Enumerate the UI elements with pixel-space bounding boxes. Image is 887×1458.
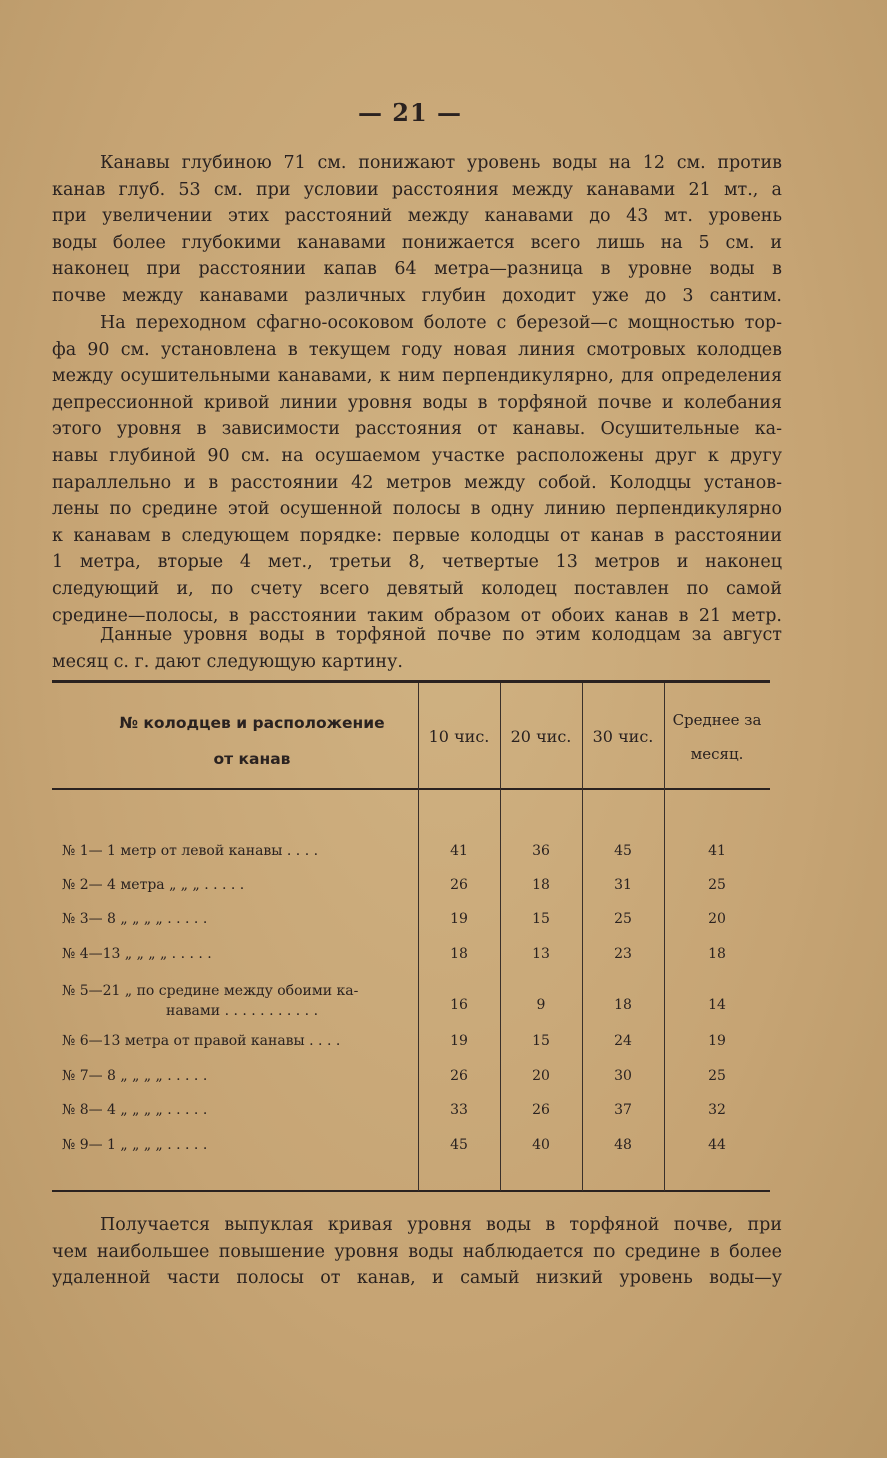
well-levels-table [52, 683, 770, 1191]
text-line: месяц с. г. дают следующую картину. [52, 651, 403, 672]
table-row-label: № 7— 8 „ „ „ „ . . . . . [62, 1068, 208, 1084]
table-cell: 40 [532, 1137, 550, 1153]
text-line: при увеличении этих расстояний между канавами до 43 мт. уровень [52, 206, 782, 227]
text-line: лены по средине этой осушенной полосы в одну линию перпендикулярно [52, 499, 782, 520]
header-line: месяц. [690, 745, 744, 763]
paragraph-2 [52, 310, 782, 629]
table-cell: 44 [708, 1137, 726, 1153]
table-row-label: № 3— 8 „ „ „ „ . . . . . [62, 911, 208, 927]
text-line: к канавам в следующем порядке: первые колодцы от канав в расстоянии [52, 525, 782, 546]
table-cell: 32 [708, 1102, 726, 1118]
table-cell: 45 [614, 843, 632, 859]
table-cell: 15 [532, 1033, 550, 1049]
paragraph-1 [52, 150, 782, 310]
table-cell: 30 [614, 1068, 632, 1084]
table-row-label: № 5—21 „ по средине между обоими ка- [62, 983, 359, 999]
text-line: навы глубиной 90 см. на осушаемом участке расположены друг к другу [52, 445, 782, 466]
table-cell: 37 [614, 1102, 632, 1118]
text-line: канав глуб. 53 см. при условии расстояния между канавами 21 мт., а [52, 179, 782, 200]
table-row-label: № 8— 4 „ „ „ „ . . . . . [62, 1102, 208, 1118]
table-cell: 18 [450, 946, 468, 962]
text-line: Данные уровня воды в торфяной почве по этим колодцам за август [100, 625, 782, 645]
text-line: этого уровня в зависимости расстояния от канавы. Осушительные ка- [52, 419, 782, 440]
table-cell: 36 [532, 843, 550, 859]
text-line: депрессионной кривой линии уровня воды в торфяной почве и колебания [52, 392, 782, 413]
text-line: фа 90 см. установлена в текущем году новая линия смотровых колодцев [52, 339, 782, 360]
table-cell: 18 [532, 877, 550, 893]
paragraph-4 [52, 1212, 782, 1292]
table-cell: 31 [614, 877, 632, 893]
text-line: Канавы глубиною 71 см. понижают уровень воды на 12 см. против [100, 153, 782, 173]
table-header-day20: 20 чис. [510, 727, 572, 746]
table-cell: 18 [614, 997, 632, 1013]
table-cell: 19 [450, 911, 468, 927]
text-line: почве между канавами различных глубин доходит уже до 3 сантим. [52, 285, 782, 306]
table-cell: 20 [708, 911, 726, 927]
table-header-day30: 30 чис. [592, 727, 654, 746]
table-cell: 45 [450, 1137, 468, 1153]
table-row-label: № 9— 1 „ „ „ „ . . . . . [62, 1137, 208, 1153]
table-cell: 25 [708, 1068, 726, 1084]
table-cell: 19 [708, 1033, 726, 1049]
table-row-label: № 6—13 метра от правой канавы . . . . [62, 1033, 341, 1049]
table-cell: 48 [614, 1137, 632, 1153]
table-cell: 14 [708, 997, 726, 1013]
text-line: На переходном сфагно-осоковом болоте с березой—с мощностью тор- [100, 313, 782, 333]
table-cell: 26 [532, 1102, 550, 1118]
table-cell: 25 [708, 877, 726, 893]
text-line: чем наибольшее повышение уровня воды наблюдается по средине в более [52, 1241, 782, 1262]
table-cell: 23 [614, 946, 632, 962]
text-line: 1 метра, вторые 4 мет., третьи 8, четвертые 13 метров и наконец [52, 552, 782, 573]
table-header-day10: 10 чис. [428, 727, 490, 746]
paragraph-3 [52, 622, 782, 675]
text-line: средине—полосы, в расстоянии таким образом от обоих канав в 21 метр. [52, 605, 782, 626]
table-row-label: № 1— 1 метр от левой канавы . . . . [62, 843, 319, 859]
table-cell: 41 [450, 843, 468, 859]
table-cell: 18 [708, 946, 726, 962]
header-line: № колодцев и расположение [119, 714, 385, 732]
table-cell: 41 [708, 843, 726, 859]
table-cell: 9 [536, 997, 546, 1013]
table-row-label: № 4—13 „ „ „ „ . . . . . [62, 946, 212, 962]
table-cell: 15 [532, 911, 550, 927]
table-cell: 16 [450, 997, 468, 1013]
table-cell: 20 [532, 1068, 550, 1084]
text-line: между осушительными канавами, к ним перпендикулярно, для определения [52, 366, 782, 387]
table-cell: 26 [450, 877, 468, 893]
table-cell: 33 [450, 1102, 468, 1118]
table-cell: 25 [614, 911, 632, 927]
table-cell: 24 [614, 1033, 632, 1049]
page-number: — 21 — [357, 98, 463, 127]
header-line: Среднее за [672, 711, 762, 729]
table-row-label: № 2— 4 метра „ „ „ . . . . . [62, 877, 245, 893]
table-cell: 13 [532, 946, 550, 962]
table-cell: 26 [450, 1068, 468, 1084]
table-header-wells [82, 705, 422, 777]
text-line: Получается выпуклая кривая уровня воды в торфяной почве, при [100, 1215, 782, 1235]
text-line: удаленной части полосы от канав, и самый низкий уровень воды—у [52, 1268, 782, 1289]
header-line: от канав [213, 750, 291, 768]
text-line: параллельно и в расстоянии 42 метров между собой. Колодцы установ- [52, 472, 782, 493]
text-line: наконец при расстоянии капав 64 метра—разница в уровне воды в [52, 259, 782, 280]
text-line: воды более глубокими канавами понижается всего лишь на 5 см. и [52, 232, 782, 253]
table-cell: 19 [450, 1033, 468, 1049]
table-row-label-continued: навами . . . . . . . . . . . [166, 1003, 319, 1019]
table-header-average [664, 703, 770, 771]
text-line: следующий и, по счету всего девятый колодец поставлен по самой [52, 578, 782, 599]
